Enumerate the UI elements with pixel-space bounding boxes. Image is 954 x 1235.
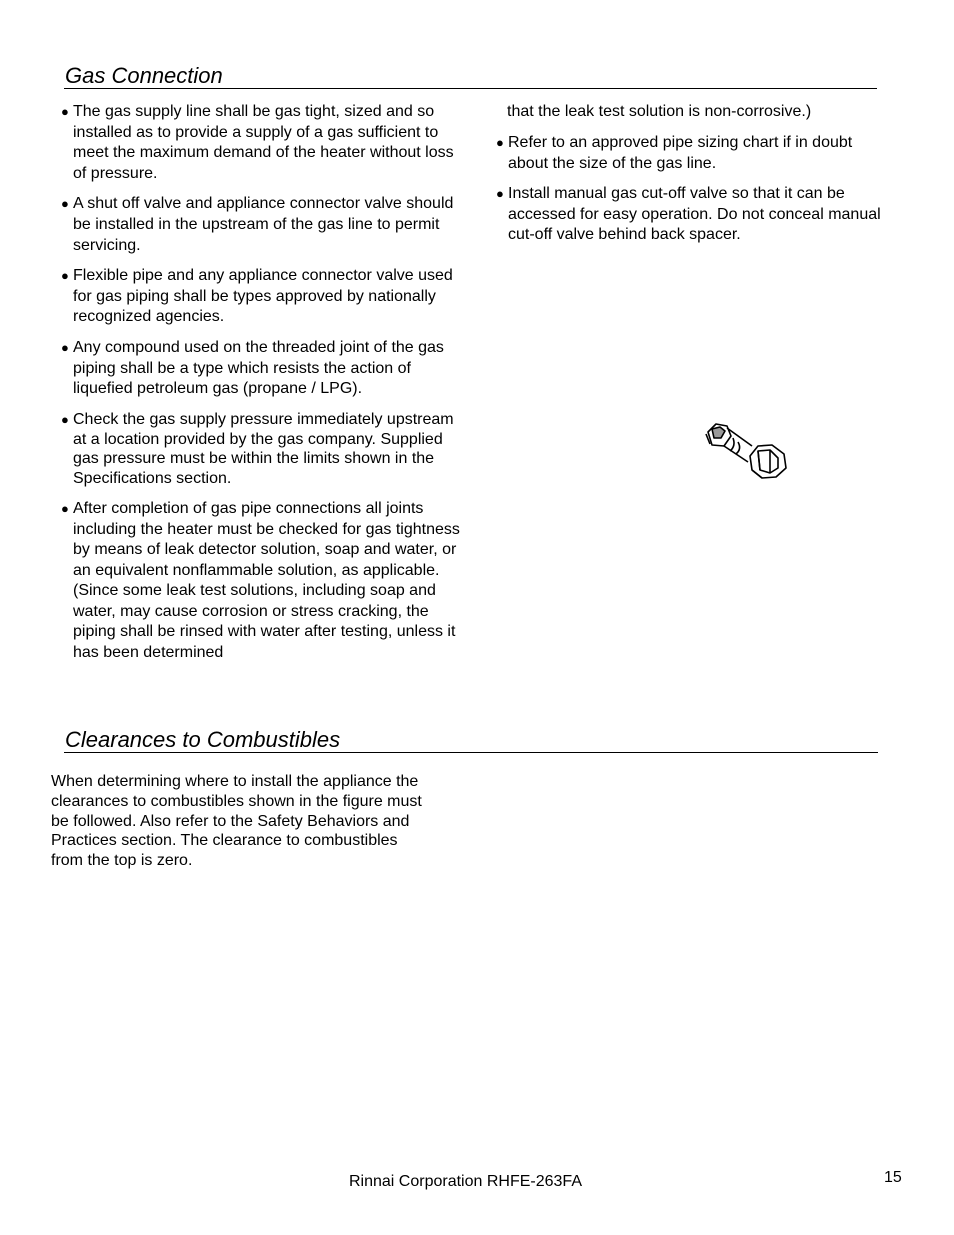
- list-item: [51, 499, 471, 664]
- gas-connection-rule: [64, 88, 877, 89]
- bullet-icon: ●: [61, 196, 69, 212]
- bullet-icon: ●: [61, 268, 69, 284]
- list-item: [51, 266, 471, 328]
- bullet-icon: ●: [496, 135, 504, 150]
- list-item: [486, 184, 886, 246]
- gas-connection-heading: Gas Connection: [65, 63, 223, 88]
- list-item-text: The gas supply line shall be gas tight, sized and so installed as to provide a supply of a gas sufficient to meet the maximum demand of the heater without loss of pressure.: [73, 103, 454, 182]
- list-item: [486, 133, 886, 174]
- list-item-text: Install manual gas cut-off valve so that it can be accessed for easy operation. Do not conceal manual cut-off valve behind back spacer.: [508, 185, 881, 244]
- list-item-text: After completion of gas pipe connections all joints including the heater must be checked for gas tightness by means of leak detector solution, soap and water, or an equivalent nonflammable solution, as applicable. (Since some leak test solutions, including soap and water, may cause corrosion or stress cracking, the piping shall be rinsed with water after testing, unless it has been determined: [73, 499, 460, 662]
- bullet-icon: ●: [61, 411, 69, 427]
- gas-connection-left-list: [51, 102, 471, 674]
- list-item-text: Flexible pipe and any appliance connector valve used for gas piping shall be types approved by nationally recognized agencies.: [73, 267, 453, 326]
- list-item: [51, 194, 471, 256]
- footer-label: Rinnai Corporation RHFE-263FA: [349, 1173, 582, 1190]
- bullet-icon: ●: [61, 339, 69, 355]
- clearances-rule: [64, 752, 878, 753]
- bullet-icon: ●: [61, 104, 69, 119]
- list-item-text: Any compound used on the threaded joint of the gas piping shall be a type which resists the action of liquefied petroleum gas (propane / LPG).: [73, 338, 444, 398]
- page-number: 15: [884, 1169, 902, 1186]
- list-item-text: A shut off valve and appliance connector valve should be installed in the upstream of the gas line to permit servicing.: [73, 195, 454, 254]
- list-item-text: Check the gas supply pressure immediately upstream at a location provided by the gas company. Supplied gas pressure must be within the limits shown in the Specifications section.: [73, 410, 454, 488]
- right-column-continuation: that the leak test solution is non-corrosive.): [507, 103, 812, 120]
- bullet-icon: ●: [61, 500, 69, 516]
- clearances-heading: Clearances to Combustibles: [65, 727, 341, 752]
- list-item: [51, 102, 471, 184]
- gas-connection-right-list: [486, 133, 886, 256]
- clearances-paragraph: When determining where to install the appliance the clearances to combustibles shown in the figure must be followed. Also refer to the Safety Behaviors and Practices section. The clearance to combustibles from the top is zero.: [51, 773, 422, 870]
- list-item: [51, 338, 471, 400]
- list-item-text: Refer to an approved pipe sizing chart if in doubt about the size of the gas line.: [508, 134, 853, 172]
- gas-connector-fitting-icon: [700, 418, 792, 484]
- list-item: [51, 410, 471, 489]
- bullet-icon: ●: [496, 186, 504, 202]
